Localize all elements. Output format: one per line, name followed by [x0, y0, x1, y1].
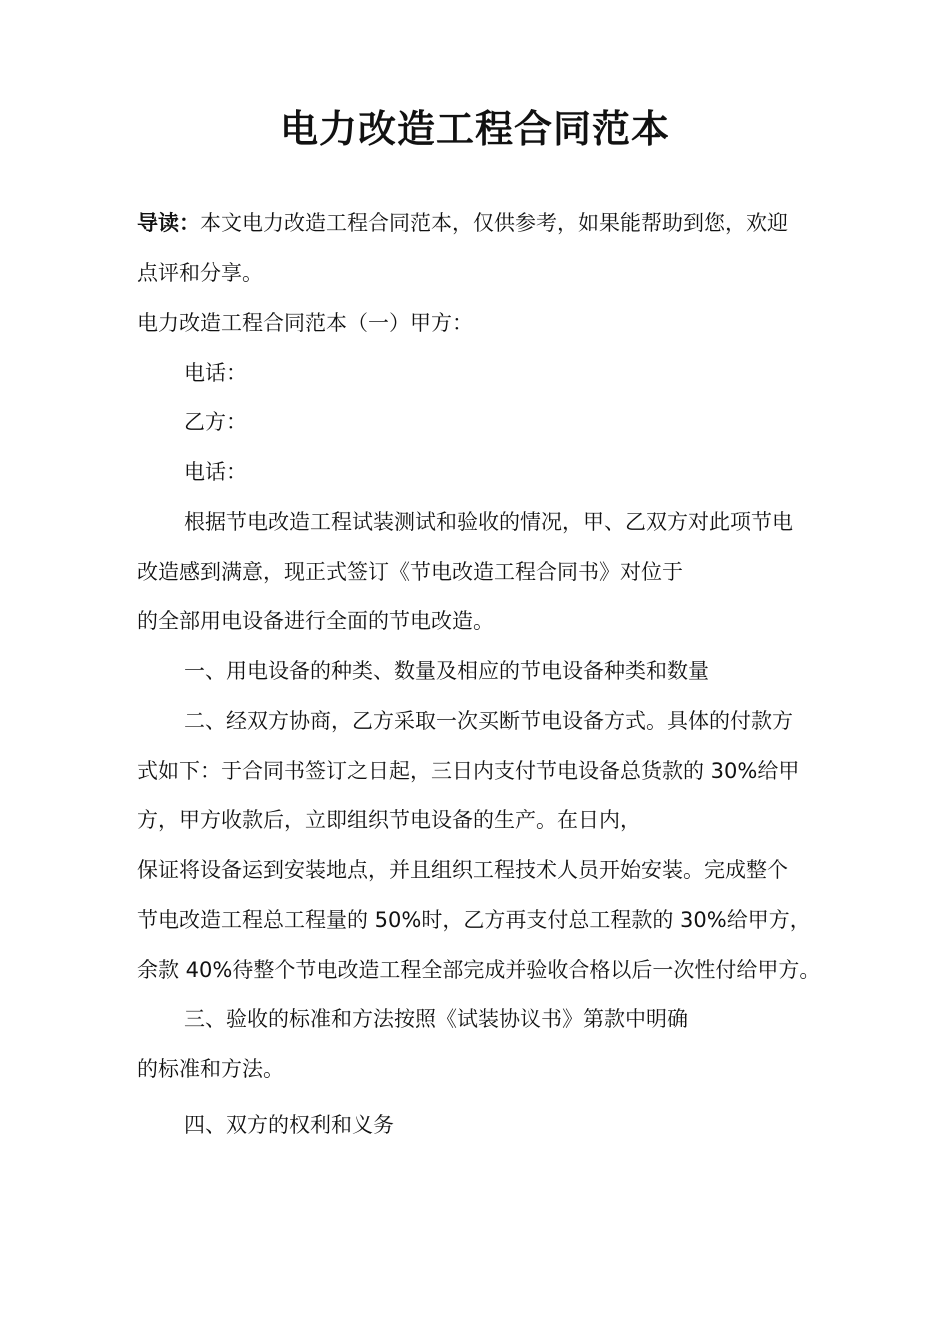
clause-2-line: 节电改造工程总工程量的 50%时，乙方再支付总工程款的 30%给甲方， — [137, 908, 811, 932]
paragraph-line: 的全部用电设备进行全面的节电改造。 — [137, 609, 494, 633]
contract-heading: 电力改造工程合同范本（一）甲方： — [137, 311, 473, 335]
clause-2-line: 保证将设备运到安装地点，并且组织工程技术人员开始安装。完成整个 — [137, 858, 788, 882]
party-b: 乙方： — [184, 410, 247, 434]
paragraph-line: 改造感到满意，现正式签订《节电改造工程合同书》对位于 — [137, 560, 683, 584]
clause-2-line: 式如下：于合同书签订之日起，三日内支付节电设备总货款的 30%给甲 — [137, 759, 800, 783]
clause-2-line: 二、经双方协商，乙方采取一次买断节电设备方式。具体的付款方 — [184, 709, 793, 733]
clause-2-line: 方，甲方收款后，立即组织节电设备的生产。在日内， — [137, 808, 641, 832]
clause-3-line: 三、验收的标准和方法按照《试装协议书》第款中明确 — [184, 1007, 688, 1031]
intro-label: 导读： — [137, 211, 200, 235]
clause-4: 四、双方的权利和义务 — [184, 1113, 394, 1137]
clause-1: 一、用电设备的种类、数量及相应的节电设备种类和数量 — [184, 659, 709, 683]
intro-text: 本文电力改造工程合同范本，仅供参考，如果能帮助到您，欢迎 — [200, 211, 788, 235]
party-b-phone: 电话： — [184, 460, 247, 484]
document-title: 电力改造工程合同范本 — [279, 107, 670, 151]
clause-2-line: 余款 40%待整个节电改造工程全部完成并验收合格以后一次性付给甲方。 — [137, 958, 821, 982]
intro-line-1 — [137, 208, 788, 238]
paragraph-line: 根据节电改造工程试装测试和验收的情况，甲、乙双方对此项节电 — [184, 510, 793, 534]
party-a-phone: 电话： — [184, 361, 247, 385]
intro-line-2: 点评和分享。 — [137, 261, 263, 285]
clause-3-line: 的标准和方法。 — [137, 1057, 284, 1081]
